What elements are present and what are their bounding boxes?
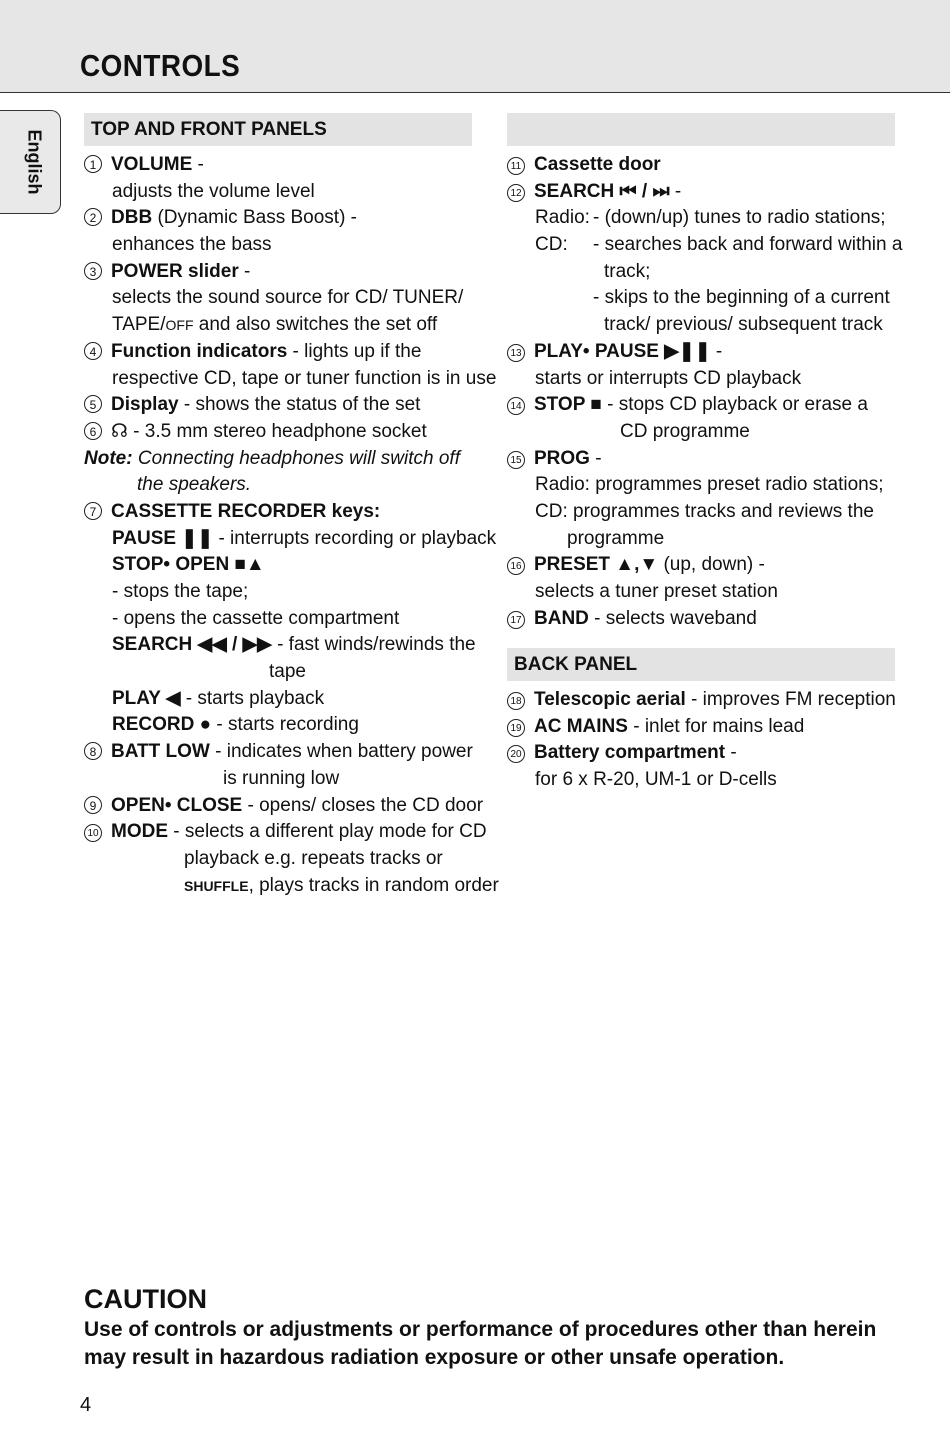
list-item: 1 VOLUME - [84,152,484,179]
right-column-back [507,687,927,794]
list-item: 17 BAND - selects waveband [507,606,907,633]
sub-item: PLAY ◀ - starts playback [112,687,325,709]
list-item: 14 STOP ■ - stops CD playback or erase a [507,392,907,419]
list-item: 15 PROG - [507,446,907,473]
list-item: 9 OPEN• CLOSE - opens/ closes the CD door [84,793,484,820]
right-column [507,152,907,632]
caution-text: Use of controls or adjustments or performance of procedures other than herein may result in hazardous radiation exposure or other unsafe operation. [84,1318,877,1369]
item-description: tape [269,661,306,683]
sub-item: PAUSE ❚❚ - interrupts recording or playback [112,527,497,549]
list-item: 19 AC MAINS - inlet for mains lead [507,714,927,741]
note-continued: the speakers. [137,474,252,496]
list-item: 3 POWER slider - [84,259,484,286]
item-description: enhances the bass [112,234,272,256]
item-description: - skips to the beginning of a current [593,287,890,309]
list-item: 18 Telescopic aerial - improves FM reception [507,687,927,714]
list-item: 11 Cassette door [507,152,907,179]
list-item: 6 ☊ - 3.5 mm stereo headphone socket [84,419,484,446]
item-description: for 6 x R-20, UM-1 or D-cells [535,769,777,791]
item-description: TAPE/OFF and also switches the set off [112,314,438,336]
sub-item: RECORD ● - starts recording [112,714,359,736]
list-item: 20 Battery compartment - [507,740,927,767]
item-description: SHUFFLE, plays tracks in random order [184,874,499,896]
list-item: 7 CASSETTE RECORDER keys: [84,499,484,526]
left-column [84,152,499,899]
item-description: track; [604,260,651,282]
item-description: Radio: programmes preset radio stations; [535,474,884,496]
item-description: respective CD, tape or tuner function is in use [112,367,497,389]
item-description: - opens the cassette compartment [112,607,400,629]
item-description: playback e.g. repeats tracks or [184,847,443,869]
item-description: - stops the tape; [112,581,249,602]
item-description: starts or interrupts CD playback [535,367,802,389]
item-description: CD: programmes tracks and reviews the [535,500,874,522]
list-item: 8 BATT LOW - indicates when battery power [84,739,484,766]
note: Note: Connecting headphones will switch off [84,447,460,469]
item-description: adjusts the volume level [112,180,315,202]
caution-title: CAUTION [84,1284,207,1314]
language-label: English [24,129,45,195]
list-item: 12 SEARCH ⏮ / ⏭ - [507,179,907,206]
page-title: CONTROLS [80,48,241,83]
item-description: track/ previous/ subsequent track [604,314,883,336]
item-description: selects a tuner preset station [535,581,778,602]
item-description: selects the sound source for CD/ TUNER/ [112,287,464,309]
list-item: 4 Function indicators - lights up if the [84,339,484,366]
page-header [0,0,950,93]
list-item: 2 DBB (Dynamic Bass Boost) - [84,205,484,232]
list-item: 5 Display - shows the status of the set [84,392,484,419]
item-description: is running low [223,767,340,789]
item-description: CD: - searches back and forward within a [535,234,903,256]
language-tab [0,110,61,214]
headphone-icon: ☊ [111,420,128,442]
list-item: 16 PRESET ▲,▼ (up, down) - [507,552,907,579]
item-description: Radio: - (down/up) tunes to radio stations; [535,207,886,229]
item-description: CD programme [620,420,750,442]
sub-item: SEARCH ◀◀ / ▶▶ - fast winds/rewinds the [112,634,476,656]
section-header-top-front: TOP AND FRONT PANELS [84,113,472,146]
section-header-blank [507,113,895,146]
section-header-back: BACK PANEL [507,648,895,681]
list-item: 13 PLAY• PAUSE ▶❚❚ - [507,339,907,366]
list-item: 10 MODE - selects a different play mode for CD [84,819,484,846]
item-description: programme [567,527,665,549]
sub-item: STOP• OPEN ■▲ [112,554,265,576]
page-number: 4 [80,1394,92,1416]
